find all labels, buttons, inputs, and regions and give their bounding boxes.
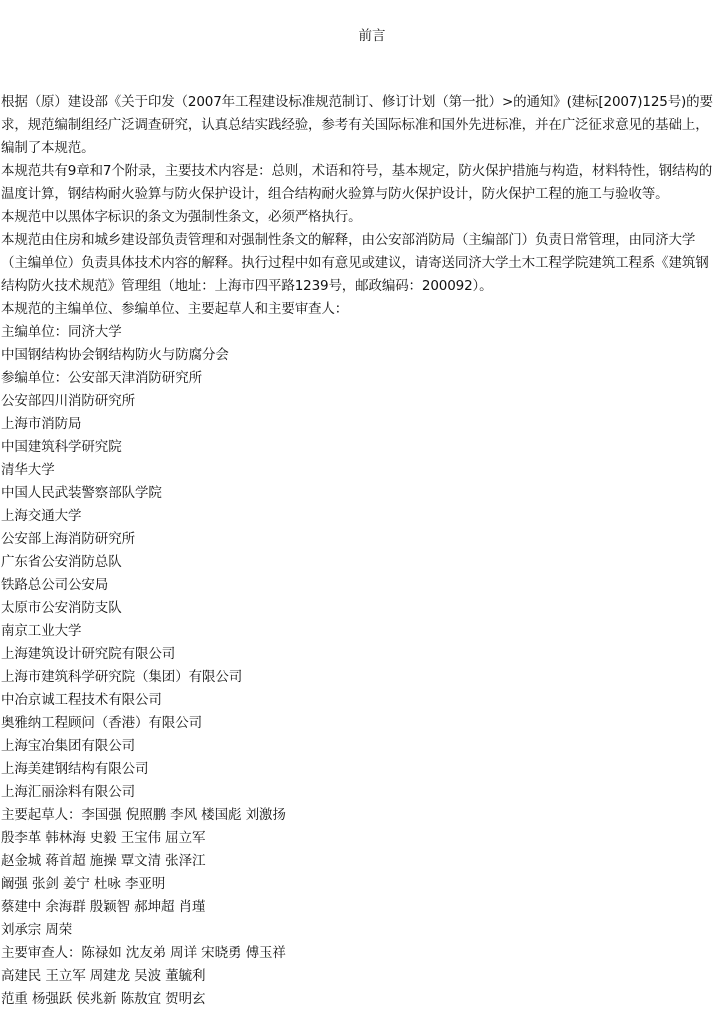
list-item: 公安部上海消防研究所 (1, 531, 135, 547)
list-item: 太原市公安消防支队 (1, 600, 122, 616)
list-item: 阚强 张剑 姜宁 杜咏 李亚明 (1, 876, 166, 892)
page-title: 前言 (358, 28, 386, 44)
list-item: 铁路总公司公安局 (1, 577, 109, 593)
paragraph-management: 本规范由住房和城乡建设部负责管理和对强制性条文的解释，由公安部消防局（主编部门）负责日常管理，由同济大学（主编单位）负责具体技术内容的解释。执行过程中如有意见或建议，请寄送同济大学土木工程学院建筑工程系《建筑钢结构防火技术规范》管理组（地址：上海市四平路1239号，邮政编码：200092）。 (1, 232, 709, 294)
list-item: 中国钢结构协会钢结构防火与防腐分会 (1, 347, 229, 363)
list-item: 公安部四川消防研究所 (1, 393, 135, 409)
list-item: 刘承宗 周荣 (1, 922, 73, 938)
list-item: 主要审查人：陈禄如 沈友弟 周详 宋晓勇 傅玉祥 (1, 945, 286, 961)
list-item: 上海市消防局 (1, 416, 82, 432)
list-item: 奥雅纳工程顾问（香港）有限公司 (1, 715, 202, 731)
paragraph-mandatory: 本规范中以黑体字标识的条文为强制性条文，必须严格执行。 (1, 209, 362, 225)
list-item: 主编单位：同济大学 (1, 324, 122, 340)
list-item: 蔡建中 余海群 殷颖智 郝坤超 肖瑾 (1, 899, 206, 915)
list-item: 主要起草人：李国强 倪照鹏 李风 楼国彪 刘激扬 (1, 807, 286, 823)
list-item: 赵金城 蒋首超 施操 覃文清 张泽江 (1, 853, 206, 869)
list-item: 上海宝冶集团有限公司 (1, 738, 135, 754)
document-body (1, 91, 715, 1011)
list-item: 参编单位：公安部天津消防研究所 (1, 370, 202, 386)
list-item: 上海市建筑科学研究院（集团）有限公司 (1, 669, 243, 685)
list-item: 上海建筑设计研究院有限公司 (1, 646, 176, 662)
list-item: 上海美建钢结构有限公司 (1, 761, 149, 777)
list-item: 清华大学 (1, 462, 55, 478)
list-item: 高建民 王立军 周建龙 吴波 董毓利 (1, 968, 206, 984)
list-item: 南京工业大学 (1, 623, 82, 639)
list-item: 上海汇丽涂料有限公司 (1, 784, 135, 800)
list-item: 广东省公安消防总队 (1, 554, 122, 570)
list-item: 范重 杨强跃 侯兆新 陈敖宜 贺明玄 (1, 991, 206, 1007)
paragraph-participants-intro: 本规范的主编单位、参编单位、主要起草人和主要审查人： (1, 301, 349, 317)
list-item: 上海交通大学 (1, 508, 82, 524)
list-item: 中国人民武装警察部队学院 (1, 485, 162, 501)
participant-list (1, 321, 715, 1011)
list-item: 中冶京诚工程技术有限公司 (1, 692, 162, 708)
paragraph-basis: 根据（原）建设部《关于印发（2007年工程建设标准规范制订、修订计划（第一批）>的通知》(建标[2007)125号)的要求，规范编制组经广泛调查研究，认真总结实践经验，参考有关国际标准和国外先进标准，并在广泛征求意见的基础上，编制了本规范。 (1, 94, 713, 156)
list-item: 中国建筑科学研究院 (1, 439, 122, 455)
paragraph-contents: 本规范共有9章和7个附录，主要技术内容是：总则，术语和符号，基本规定，防火保护措施与构造，材料特性，钢结构的温度计算，钢结构耐火验算与防火保护设计，组合结构耐火验算与防火保护设计，防火保护工程的施工与验收等。 (1, 163, 713, 202)
list-item: 殷李革 韩林海 史毅 王宝伟 屈立军 (1, 830, 206, 846)
